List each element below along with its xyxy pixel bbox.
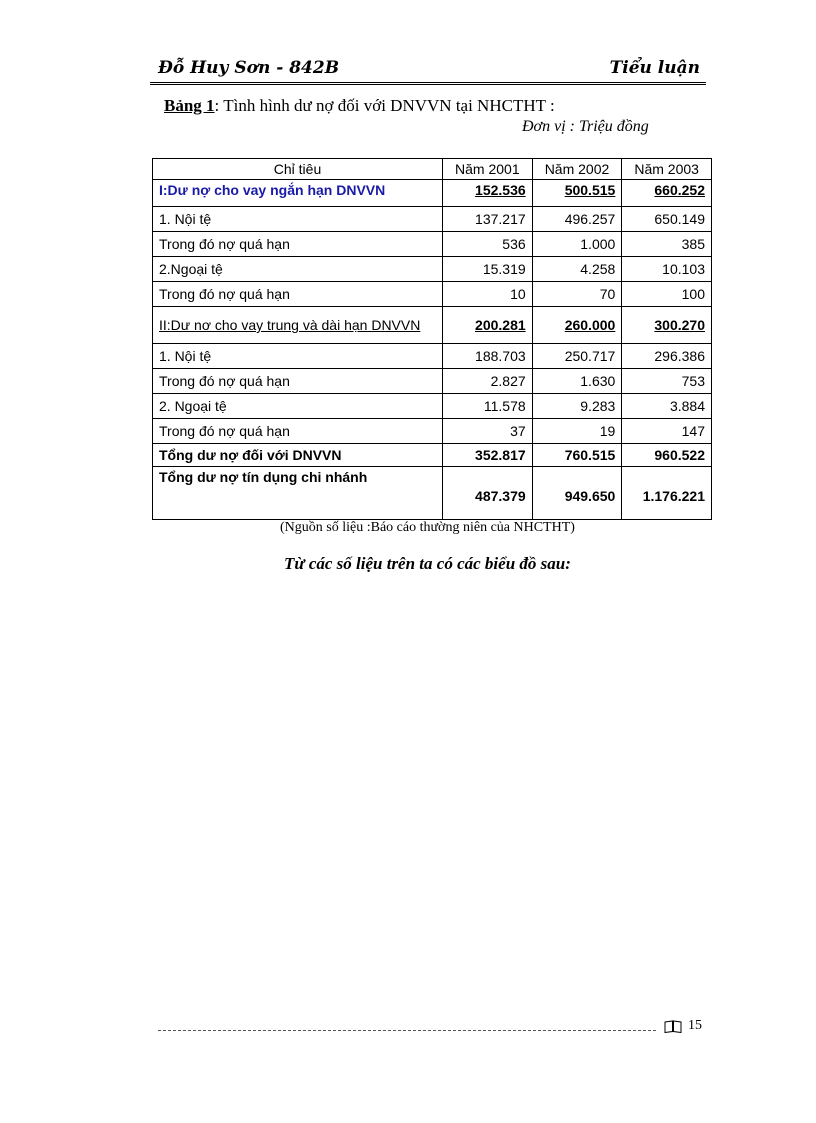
cell-2001: 15.319	[443, 257, 533, 282]
cell-2003: 147	[622, 419, 712, 444]
cell-2003: 300.270	[622, 307, 712, 344]
cell-2001: 352.817	[443, 444, 533, 467]
table-row	[153, 369, 712, 394]
table-row-total-sme	[153, 444, 712, 467]
page-number: 15	[688, 1018, 702, 1033]
row-label: Tổng dư nợ tín dụng chi nhánh	[153, 467, 443, 520]
caption-label: Bảng 1	[164, 96, 215, 115]
table-row-short-term	[153, 180, 712, 207]
summary-line: Từ các số liệu trên ta có các biểu đồ sau:	[284, 554, 571, 573]
cell-2003: 3.884	[622, 394, 712, 419]
footer-rule	[158, 1030, 656, 1031]
cell-2001: 37	[443, 419, 533, 444]
col-header-2002: Năm 2002	[532, 159, 622, 180]
col-header-2001: Năm 2001	[443, 159, 533, 180]
cell-2003: 100	[622, 282, 712, 307]
cell-2001: 188.703	[443, 344, 533, 369]
table-row-total-branch	[153, 467, 712, 520]
page-footer	[152, 1018, 708, 1038]
cell-2002: 19	[532, 419, 622, 444]
cell-2001: 10	[443, 282, 533, 307]
cell-2003: 660.252	[622, 180, 712, 207]
row-label: 1. Nội tệ	[153, 344, 443, 369]
row-label: Trong đó nợ quá hạn	[153, 419, 443, 444]
table-row	[153, 419, 712, 444]
row-label: I:Dư nợ cho vay ngắn hạn DNVVN	[153, 180, 443, 207]
cell-2002: 496.257	[532, 207, 622, 232]
cell-2002: 260.000	[532, 307, 622, 344]
cell-2001: 152.536	[443, 180, 533, 207]
cell-2002: 70	[532, 282, 622, 307]
table-row-long-term	[153, 307, 712, 344]
caption-text: : Tình hình dư nợ đối với DNVVN tại NHCTHT :	[214, 96, 555, 115]
table-row	[153, 394, 712, 419]
unit-label: Đơn vị : Triệu đồng	[522, 118, 649, 135]
col-header-2003: Năm 2003	[622, 159, 712, 180]
row-label: 2.Ngoại tệ	[153, 257, 443, 282]
cell-2002: 760.515	[532, 444, 622, 467]
cell-2001: 2.827	[443, 369, 533, 394]
book-icon	[664, 1020, 682, 1033]
cell-2003: 650.149	[622, 207, 712, 232]
cell-2003: 1.176.221	[622, 467, 712, 520]
row-label: 2. Ngoại tệ	[153, 394, 443, 419]
cell-2003: 385	[622, 232, 712, 257]
table-caption	[164, 96, 555, 116]
page-header	[150, 54, 706, 85]
cell-2002: 4.258	[532, 257, 622, 282]
header-row	[153, 159, 712, 180]
table-row	[153, 257, 712, 282]
header-doc-type: Tiểu luận	[609, 58, 700, 78]
table-row	[153, 282, 712, 307]
row-label: II:Dư nơ cho vay trung và dài hạn DNVVN	[153, 307, 443, 344]
cell-2002: 1.630	[532, 369, 622, 394]
row-label: Trong đó nợ quá hạn	[153, 282, 443, 307]
cell-2001: 137.217	[443, 207, 533, 232]
table-row	[153, 207, 712, 232]
debt-table	[152, 158, 712, 520]
cell-2003: 753	[622, 369, 712, 394]
row-label: Tổng dư nợ đối với DNVVN	[153, 444, 443, 467]
row-label: Trong đó nợ quá hạn	[153, 369, 443, 394]
cell-2001: 11.578	[443, 394, 533, 419]
row-label: 1. Nội tệ	[153, 207, 443, 232]
cell-2001: 536	[443, 232, 533, 257]
cell-2003: 960.522	[622, 444, 712, 467]
cell-2001: 487.379	[443, 467, 533, 520]
cell-2002: 250.717	[532, 344, 622, 369]
col-header-indicator: Chỉ tiêu	[153, 159, 443, 180]
cell-2003: 296.386	[622, 344, 712, 369]
cell-2001: 200.281	[443, 307, 533, 344]
row-label: Trong đó nợ quá hạn	[153, 232, 443, 257]
cell-2002: 949.650	[532, 467, 622, 520]
table-row	[153, 344, 712, 369]
cell-2002: 1.000	[532, 232, 622, 257]
cell-2003: 10.103	[622, 257, 712, 282]
cell-2002: 9.283	[532, 394, 622, 419]
header-author: Đỗ Huy Sơn - 842B	[158, 58, 340, 78]
source-note: (Nguồn số liệu :Báo cáo thường niên của NHCTHT)	[280, 520, 575, 535]
cell-2002: 500.515	[532, 180, 622, 207]
table-row	[153, 232, 712, 257]
